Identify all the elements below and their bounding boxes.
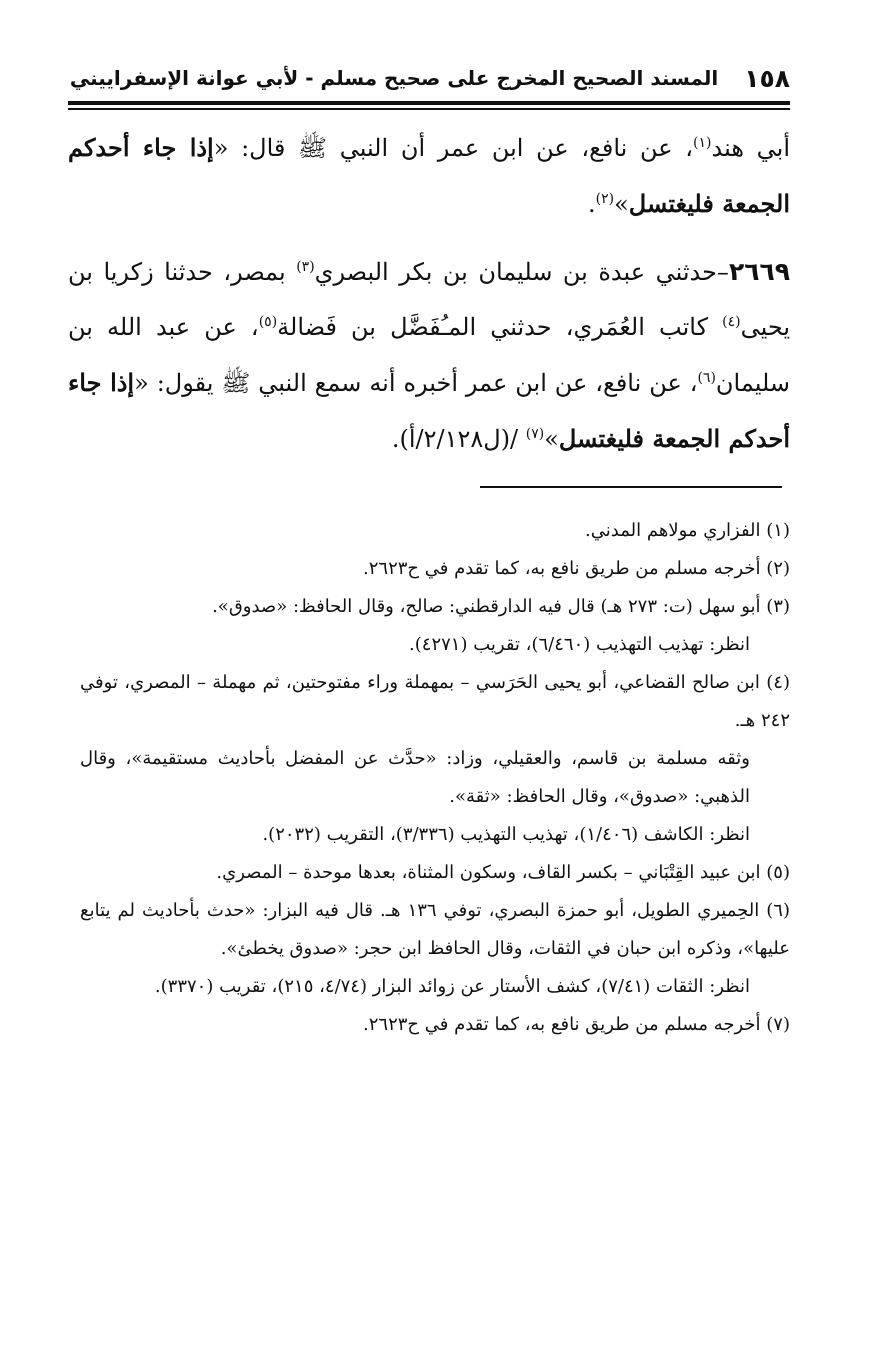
footnote-1: (١) الفزاري مولاهم المدني. bbox=[585, 520, 790, 541]
header-rule-thick bbox=[68, 101, 790, 105]
footnote-4-sources: انظر: الكاشف (١/٤٠٦)، تهذيب التهذيب (٣/٣٣٦)، التقريب (٢٠٣٢). bbox=[262, 824, 750, 845]
footnote-3: (٣) أبو سهل (ت: ٢٧٣ هـ) قال فيه الدارقطني: صالح، وقال الحافظ: «صدوق». bbox=[212, 596, 790, 617]
quote-close: » bbox=[544, 425, 559, 453]
text-run: –حدثني عبدة بن سليمان بن بكر البصري bbox=[314, 258, 729, 286]
page-number: ١٥٨ bbox=[744, 63, 790, 93]
text-run: بمصر، حدثنا زكريا بن يحيى bbox=[68, 258, 790, 341]
quote-open: « bbox=[134, 369, 149, 397]
header-rule-thin bbox=[68, 108, 790, 110]
footnote-3-sources: انظر: تهذيب التهذيب (٦/٤٦٠)، تقريب (٤٢٧١). bbox=[409, 634, 750, 655]
footnotes bbox=[80, 512, 790, 1044]
footnote-ref-5[interactable]: (٥) bbox=[258, 314, 278, 330]
footnote-ref-1[interactable]: (١) bbox=[693, 135, 712, 151]
footnote-6-sources: انظر: الثقات (٧/٤١)، كشف الأستار عن زوائد البزار (٤/٧٤، ٢١٥)، تقريب (٣٣٧٠). bbox=[154, 976, 750, 997]
quote-open: « bbox=[213, 134, 229, 162]
footnote-6: (٦) الحِميري الطويل، أبو حمزة البصري، توفي ١٣٦ هـ. قال فيه البزار: «حدث بأحاديث لم يتابع عليها»، وذكره ابن حبان في الثقات، وقال الحافظ ابن حجر: «صدوق يخطئ». bbox=[80, 900, 790, 959]
quote-close: » bbox=[614, 190, 629, 218]
footnote-4-grading: وثقه مسلمة بن قاسم، والعقيلي، وزاد: «حدَّث عن المفضل بأحاديث مستقيمة»، وقال الذهبي: «صدوق»، وقال الحافظ: «ثقة». bbox=[80, 748, 750, 807]
hadith-text: إذا جاء أحدكم الجمعة فليغتسل bbox=[68, 133, 790, 218]
folio-reference: /(ل٢/١٢٨/أ). bbox=[391, 425, 526, 453]
text-run: أبي هند bbox=[711, 134, 790, 162]
footnote-2: (٢) أخرجه مسلم من طريق نافع به، كما تقدم في ح٢٦٢٣. bbox=[363, 558, 790, 579]
footnote-5: (٥) ابن عبيد القِتْبَاني – بكسر القاف، وسكون المثناة، بعدها موحدة – المصري. bbox=[216, 862, 790, 883]
footnote-ref-2[interactable]: (٢) bbox=[595, 191, 615, 207]
text-run: . bbox=[587, 190, 596, 218]
footnote-ref-3[interactable]: (٣) bbox=[296, 259, 315, 275]
footnote-ref-6[interactable]: (٦) bbox=[697, 370, 716, 386]
text-run: ، عن عبد الله بن سليمان bbox=[68, 313, 791, 397]
footnote-separator bbox=[480, 486, 782, 488]
hadith-paragraph bbox=[68, 244, 790, 467]
main-text bbox=[68, 120, 790, 467]
text-run: ، عن نافع، عن ابن عمر أن النبي ﷺ قال: bbox=[228, 134, 694, 162]
hadith-number: ٢٦٦٩ bbox=[728, 257, 790, 286]
page-header bbox=[68, 58, 790, 98]
footnote-ref-7[interactable]: (٧) bbox=[525, 426, 545, 442]
paragraph-continuation bbox=[68, 120, 790, 232]
text-run: ، عن نافع، عن ابن عمر أخبره أنه سمع النبي ﷺ يقول: bbox=[148, 369, 698, 397]
running-title: المسند الصحيح المخرج على صحيح مسلم - لأبي عوانة الإسفراييني bbox=[69, 66, 719, 90]
footnote-7: (٧) أخرجه مسلم من طريق نافع به، كما تقدم في ح٢٦٢٣. bbox=[363, 1014, 790, 1035]
footnote-4: (٤) ابن صالح القضاعي، أبو يحيى الحَرَسي – بمهملة وراء مفتوحتين، ثم مهملة – المصري، توفي ٢٤٢ هـ. bbox=[80, 672, 790, 731]
hadith-text: إذا جاء أحدكم الجمعة فليغتسل bbox=[68, 368, 790, 453]
footnote-ref-4[interactable]: (٤) bbox=[722, 314, 741, 330]
text-run: كاتب العُمَري، حدثني المـُفَضَّل بن فَضالة bbox=[277, 313, 723, 341]
